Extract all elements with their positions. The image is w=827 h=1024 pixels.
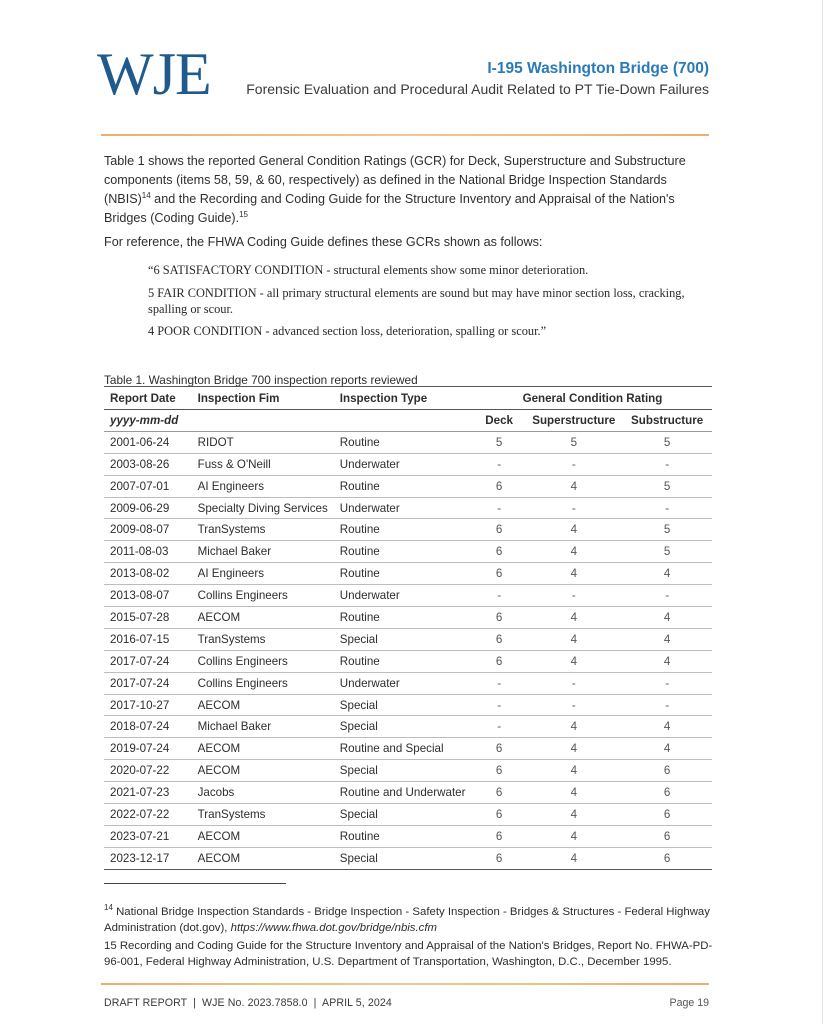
cell-report-date: 2017-07-24: [104, 650, 192, 672]
header-inspection-firm: Inspection Fim: [192, 387, 334, 410]
inspection-reports-table: [104, 386, 712, 870]
cell-deck-rating: 6: [473, 738, 525, 760]
cell-deck-rating: 6: [473, 607, 525, 629]
cell-superstructure-rating: 4: [525, 825, 622, 847]
cell-inspection-firm: AECOM: [192, 738, 334, 760]
table-row: [104, 497, 712, 519]
intro-paragraph: [104, 152, 714, 228]
cell-report-date: 2018-07-24: [104, 716, 192, 738]
table-row: [104, 585, 712, 607]
cell-inspection-type: Routine: [334, 475, 473, 497]
cell-inspection-firm: RIDOT: [192, 431, 334, 453]
cell-inspection-type: Underwater: [334, 672, 473, 694]
cell-superstructure-rating: -: [525, 453, 622, 475]
cell-report-date: 2003-08-26: [104, 453, 192, 475]
cell-deck-rating: 6: [473, 541, 525, 563]
header-date-format: yyyy-mm-dd: [104, 410, 192, 432]
cell-report-date: 2020-07-22: [104, 760, 192, 782]
cell-deck-rating: 6: [473, 628, 525, 650]
footnote-14: [104, 904, 724, 936]
cell-superstructure-rating: 4: [525, 563, 622, 585]
table-row: [104, 475, 712, 497]
cell-report-date: 2017-07-24: [104, 672, 192, 694]
cell-substructure-rating: 5: [622, 431, 712, 453]
definition-fair: 5 FAIR CONDITION - all primary structural elements are sound but may have minor section loss, cracking, spalling or scour.: [148, 286, 685, 316]
cell-substructure-rating: 4: [622, 716, 712, 738]
table-row: [104, 825, 712, 847]
header-gcr-group: General Condition Rating: [473, 387, 712, 410]
header-report-date: Report Date: [104, 387, 192, 410]
cell-substructure-rating: 4: [622, 738, 712, 760]
cell-deck-rating: -: [473, 672, 525, 694]
cell-inspection-firm: Collins Engineers: [192, 672, 334, 694]
header-superstructure: Superstructure: [525, 410, 622, 432]
cell-inspection-type: Routine: [334, 431, 473, 453]
cell-superstructure-rating: 4: [525, 760, 622, 782]
cell-superstructure-rating: 4: [525, 782, 622, 804]
cell-inspection-firm: Jacobs: [192, 782, 334, 804]
cell-inspection-firm: TranSystems: [192, 519, 334, 541]
table-row: [104, 782, 712, 804]
cell-substructure-rating: 4: [622, 628, 712, 650]
table-row: [104, 431, 712, 453]
cell-inspection-type: Routine: [334, 563, 473, 585]
footnote-15: 15 Recording and Coding Guide for the Structure Inventory and Appraisal of the Nation's Bridges, Report No. FHWA-PD-96-001, Federal Highway Administration, U.S. Department of Transportation, Washington, D.C., December 1995.: [104, 940, 713, 968]
cell-superstructure-rating: 4: [525, 847, 622, 869]
cell-deck-rating: 6: [473, 847, 525, 869]
cell-substructure-rating: 6: [622, 825, 712, 847]
cell-substructure-rating: 4: [622, 563, 712, 585]
cell-inspection-type: Routine: [334, 607, 473, 629]
cell-inspection-firm: AI Engineers: [192, 475, 334, 497]
cell-deck-rating: 6: [473, 475, 525, 497]
cell-report-date: 2023-12-17: [104, 847, 192, 869]
table-row: [104, 738, 712, 760]
cell-substructure-rating: 4: [622, 650, 712, 672]
cell-substructure-rating: 6: [622, 804, 712, 826]
cell-deck-rating: 5: [473, 431, 525, 453]
cell-superstructure-rating: 4: [525, 607, 622, 629]
table-row: [104, 804, 712, 826]
cell-report-date: 2015-07-28: [104, 607, 192, 629]
cell-inspection-firm: Fuss & O'Neill: [192, 453, 334, 475]
cell-report-date: 2019-07-24: [104, 738, 192, 760]
table-row: [104, 672, 712, 694]
cell-superstructure-rating: 4: [525, 738, 622, 760]
cell-superstructure-rating: 4: [525, 475, 622, 497]
cell-inspection-type: Special: [334, 760, 473, 782]
footnote-divider: [104, 883, 286, 884]
cell-deck-rating: 6: [473, 760, 525, 782]
cell-report-date: 2017-10-27: [104, 694, 192, 716]
cell-inspection-firm: AECOM: [192, 694, 334, 716]
cell-deck-rating: -: [473, 585, 525, 607]
cell-superstructure-rating: 4: [525, 519, 622, 541]
header-substructure: Substructure: [622, 410, 712, 432]
cell-inspection-type: Underwater: [334, 453, 473, 475]
cell-deck-rating: 6: [473, 804, 525, 826]
cell-inspection-firm: AECOM: [192, 825, 334, 847]
footnote-14-number: 14: [104, 903, 113, 913]
cell-report-date: 2021-07-23: [104, 782, 192, 804]
cell-substructure-rating: -: [622, 585, 712, 607]
table-row: [104, 453, 712, 475]
footnote-ref-15[interactable]: 15: [239, 209, 249, 219]
cell-inspection-firm: AECOM: [192, 760, 334, 782]
table-row: [104, 694, 712, 716]
cell-inspection-type: Routine: [334, 541, 473, 563]
table-row: [104, 650, 712, 672]
footnote-14-link[interactable]: https://www.fhwa.dot.gov/bridge/nbis.cfm: [230, 922, 438, 934]
cell-substructure-rating: -: [622, 497, 712, 519]
table-header-row: [104, 387, 712, 410]
cell-report-date: 2009-08-07: [104, 519, 192, 541]
scan-edge-line: [822, 0, 823, 1024]
footer-divider: [101, 983, 709, 985]
cell-inspection-type: Routine: [334, 825, 473, 847]
cell-superstructure-rating: 4: [525, 716, 622, 738]
cell-report-date: 2007-07-01: [104, 475, 192, 497]
header-deck: Deck: [473, 410, 525, 432]
cell-deck-rating: -: [473, 497, 525, 519]
cell-superstructure-rating: -: [525, 585, 622, 607]
table-row: [104, 760, 712, 782]
cell-deck-rating: 6: [473, 519, 525, 541]
cell-report-date: 2016-07-15: [104, 628, 192, 650]
report-title: I-195 Washington Bridge (700): [487, 60, 709, 77]
cell-substructure-rating: 5: [622, 475, 712, 497]
cell-superstructure-rating: 4: [525, 650, 622, 672]
cell-report-date: 2009-06-29: [104, 497, 192, 519]
cell-inspection-type: Routine: [334, 519, 473, 541]
cell-inspection-firm: AI Engineers: [192, 563, 334, 585]
cell-inspection-type: Underwater: [334, 497, 473, 519]
header-divider: [101, 134, 709, 136]
cell-substructure-rating: -: [622, 672, 712, 694]
cell-deck-rating: 6: [473, 650, 525, 672]
cell-superstructure-rating: 4: [525, 628, 622, 650]
footnote-14-text: National Bridge Inspection Standards - Bridge Inspection - Safety Inspection - Bridges & Structures - Federal Highway Administration (dot.gov),: [104, 906, 710, 934]
cell-inspection-firm: Michael Baker: [192, 541, 334, 563]
cell-inspection-type: Underwater: [334, 585, 473, 607]
cell-deck-rating: -: [473, 694, 525, 716]
table-row: [104, 541, 712, 563]
cell-superstructure-rating: 4: [525, 541, 622, 563]
table-caption: Table 1. Washington Bridge 700 inspection reports reviewed: [104, 373, 418, 387]
cell-substructure-rating: 5: [622, 541, 712, 563]
cell-inspection-type: Special: [334, 716, 473, 738]
cell-superstructure-rating: -: [525, 672, 622, 694]
cell-inspection-firm: Collins Engineers: [192, 650, 334, 672]
cell-inspection-type: Special: [334, 628, 473, 650]
table-row: [104, 607, 712, 629]
cell-superstructure-rating: -: [525, 694, 622, 716]
table-subheader-row: [104, 410, 712, 432]
footnote-ref-14[interactable]: 14: [141, 190, 151, 200]
cell-inspection-firm: AECOM: [192, 847, 334, 869]
table-row: [104, 716, 712, 738]
cell-substructure-rating: -: [622, 453, 712, 475]
table-row: [104, 519, 712, 541]
report-subtitle: Forensic Evaluation and Procedural Audit Related to PT Tie-Down Failures: [246, 81, 709, 97]
intro-text-part1: Table 1 shows the reported General Condition Ratings (GCR) for Deck, Superstructure and Substructure components (items 58, 59, & 60, respectively) as defined in the National Bridge Inspection Standards (NBIS): [104, 154, 686, 206]
cell-deck-rating: -: [473, 453, 525, 475]
cell-inspection-type: Routine and Underwater: [334, 782, 473, 804]
table-row: [104, 847, 712, 869]
cell-superstructure-rating: 4: [525, 804, 622, 826]
cell-deck-rating: -: [473, 716, 525, 738]
cell-inspection-firm: AECOM: [192, 607, 334, 629]
cell-deck-rating: 6: [473, 825, 525, 847]
cell-inspection-type: Special: [334, 694, 473, 716]
cell-inspection-type: Routine and Special: [334, 738, 473, 760]
table-row: [104, 628, 712, 650]
wje-logo: WJE: [97, 41, 211, 107]
cell-superstructure-rating: 5: [525, 431, 622, 453]
cell-substructure-rating: -: [622, 694, 712, 716]
cell-inspection-type: Special: [334, 804, 473, 826]
footer-report-info: DRAFT REPORT | WJE No. 2023.7858.0 | APRIL 5, 2024: [104, 997, 392, 1009]
cell-report-date: 2011-08-03: [104, 541, 192, 563]
header-inspection-type: Inspection Type: [334, 387, 473, 410]
intro-text-part2: and the Recording and Coding Guide for the Structure Inventory and Appraisal of the Nation's Bridges (Coding Guide).: [104, 192, 675, 225]
cell-substructure-rating: 6: [622, 847, 712, 869]
definition-satisfactory: “6 SATISFACTORY CONDITION - structural elements show some minor deterioration.: [148, 263, 589, 277]
cell-substructure-rating: 4: [622, 607, 712, 629]
cell-deck-rating: 6: [473, 563, 525, 585]
cell-substructure-rating: 5: [622, 519, 712, 541]
cell-inspection-firm: Specialty Diving Services: [192, 497, 334, 519]
cell-deck-rating: 6: [473, 782, 525, 804]
cell-superstructure-rating: -: [525, 497, 622, 519]
table-row: [104, 563, 712, 585]
cell-report-date: 2013-08-02: [104, 563, 192, 585]
cell-substructure-rating: 6: [622, 782, 712, 804]
cell-report-date: 2022-07-22: [104, 804, 192, 826]
cell-inspection-firm: Michael Baker: [192, 716, 334, 738]
cell-report-date: 2023-07-21: [104, 825, 192, 847]
cell-inspection-firm: TranSystems: [192, 804, 334, 826]
page-number: Page 19: [669, 997, 709, 1009]
cell-inspection-firm: Collins Engineers: [192, 585, 334, 607]
definition-poor: 4 POOR CONDITION - advanced section loss, deterioration, spalling or scour.”: [148, 324, 547, 338]
cell-inspection-firm: TranSystems: [192, 628, 334, 650]
cell-substructure-rating: 6: [622, 760, 712, 782]
cell-inspection-type: Routine: [334, 650, 473, 672]
cell-report-date: 2013-08-07: [104, 585, 192, 607]
cell-inspection-type: Special: [334, 847, 473, 869]
cell-report-date: 2001-06-24: [104, 431, 192, 453]
reference-paragraph: For reference, the FHWA Coding Guide defines these GCRs shown as follows:: [104, 235, 543, 249]
